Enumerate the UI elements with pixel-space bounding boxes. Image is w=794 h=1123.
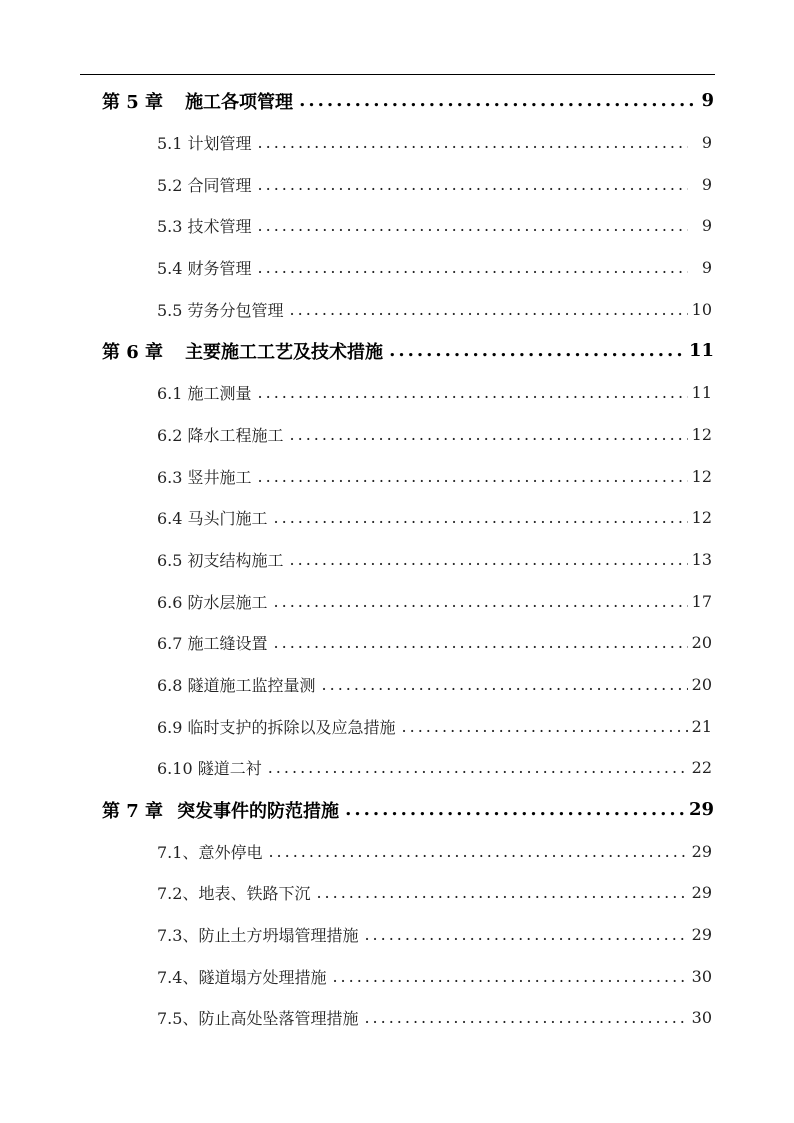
dot-leader <box>290 300 688 319</box>
page-number: 12 <box>691 466 712 486</box>
dot-leader <box>274 633 688 652</box>
header-rule <box>80 74 715 75</box>
chapter-number: 第 7 章 <box>102 800 164 822</box>
toc-section-7-4[interactable] <box>0 955 712 997</box>
page-number: 9 <box>701 258 712 278</box>
chapter-number: 第 6 章 <box>102 341 164 363</box>
page-number: 13 <box>691 549 712 569</box>
dot-leader <box>402 717 688 736</box>
page-number: 29 <box>688 799 714 821</box>
toc-section-6-1[interactable] <box>0 372 712 414</box>
dot-leader <box>345 799 685 820</box>
toc-section-6-5[interactable] <box>0 539 712 581</box>
toc-section-6-9[interactable] <box>0 705 712 747</box>
section-title: 6.3 竖井施工 <box>157 467 252 487</box>
section-title: 5.1 计划管理 <box>157 134 252 154</box>
dot-leader <box>322 675 688 694</box>
dot-leader <box>268 842 687 861</box>
section-title: 5.3 技术管理 <box>157 217 252 237</box>
page-number: 12 <box>691 508 712 528</box>
toc-section-6-8[interactable] <box>0 664 712 706</box>
dot-leader <box>274 508 688 527</box>
toc-section-6-2[interactable] <box>0 414 712 456</box>
section-title: 6.4 马头门施工 <box>157 509 268 529</box>
section-title: 6.2 降水工程施工 <box>157 425 284 445</box>
dot-leader <box>290 425 688 444</box>
toc-section-5-1[interactable] <box>0 122 712 164</box>
page-number: 21 <box>691 716 712 736</box>
section-title: 6.7 施工缝设置 <box>157 634 268 654</box>
section-title: 7.5、防止高处坠落管理措施 <box>157 1009 359 1029</box>
chapter-number: 第 5 章 <box>102 91 164 113</box>
page-number: 29 <box>691 883 712 903</box>
dot-leader <box>389 340 685 361</box>
page-number: 9 <box>701 174 712 194</box>
dot-leader <box>258 133 688 152</box>
section-title: 5.5 劳务分包管理 <box>157 300 284 320</box>
toc-section-5-3[interactable] <box>0 205 712 247</box>
page-number: 30 <box>691 1008 712 1028</box>
toc-section-7-3[interactable] <box>0 914 712 956</box>
page-number: 9 <box>701 90 714 112</box>
toc-section-5-2[interactable] <box>0 163 712 205</box>
dot-leader <box>268 758 688 777</box>
toc-chapter-7[interactable] <box>0 789 714 831</box>
section-title: 6.10 隧道二衬 <box>157 759 262 779</box>
page-number: 20 <box>691 633 712 653</box>
dot-leader <box>274 592 688 611</box>
section-title: 5.2 合同管理 <box>157 175 252 195</box>
page-number: 29 <box>691 925 712 945</box>
section-title: 7.2、地表、铁路下沉 <box>157 884 311 904</box>
section-title: 7.4、隧道塌方处理措施 <box>157 967 327 987</box>
page-number: 10 <box>691 299 712 319</box>
toc-section-6-4[interactable] <box>0 497 712 539</box>
toc-section-5-4[interactable] <box>0 247 712 289</box>
chapter-title: 主要施工工艺及技术措施 <box>185 341 384 363</box>
page-number: 11 <box>691 383 712 403</box>
toc-section-6-10[interactable] <box>0 747 712 789</box>
page-number: 22 <box>691 758 712 778</box>
toc-section-6-7[interactable] <box>0 622 712 664</box>
dot-leader <box>299 90 697 111</box>
dot-leader <box>258 175 688 194</box>
section-title: 6.5 初支结构施工 <box>157 550 284 570</box>
toc-section-6-3[interactable] <box>0 455 712 497</box>
toc-section-5-5[interactable] <box>0 288 712 330</box>
dot-leader <box>258 383 688 402</box>
section-title: 6.9 临时支护的拆除以及应急措施 <box>157 717 396 737</box>
dot-leader <box>258 467 688 486</box>
toc-chapter-6[interactable] <box>0 330 714 372</box>
toc-section-7-5[interactable] <box>0 997 712 1039</box>
page-number: 30 <box>691 966 712 986</box>
section-title: 7.1、意外停电 <box>157 842 263 862</box>
chapter-title: 施工各项管理 <box>185 91 294 113</box>
page-number: 17 <box>691 591 712 611</box>
chapter-title: 突发事件的防范措施 <box>177 800 340 822</box>
page-number: 29 <box>691 841 712 861</box>
dot-leader <box>332 967 687 986</box>
section-title: 5.4 财务管理 <box>157 259 252 279</box>
dot-leader <box>316 883 687 902</box>
page-number: 11 <box>688 340 714 362</box>
page-number: 9 <box>701 133 712 153</box>
dot-leader <box>258 258 688 277</box>
toc-section-7-1[interactable] <box>0 830 712 872</box>
dot-leader <box>364 925 687 944</box>
toc-section-6-6[interactable] <box>0 580 712 622</box>
toc-chapter-5[interactable] <box>0 80 714 122</box>
table-of-contents <box>0 80 794 1039</box>
section-title: 6.8 隧道施工监控量测 <box>157 675 316 695</box>
section-title: 6.1 施工测量 <box>157 384 252 404</box>
page-number: 12 <box>691 424 712 444</box>
section-title: 6.6 防水层施工 <box>157 592 268 612</box>
page-number: 9 <box>701 216 712 236</box>
section-title: 7.3、防止土方坍塌管理措施 <box>157 926 359 946</box>
toc-section-7-2[interactable] <box>0 872 712 914</box>
dot-leader <box>290 550 688 569</box>
dot-leader <box>364 1008 687 1027</box>
dot-leader <box>258 216 688 235</box>
page-number: 20 <box>691 674 712 694</box>
